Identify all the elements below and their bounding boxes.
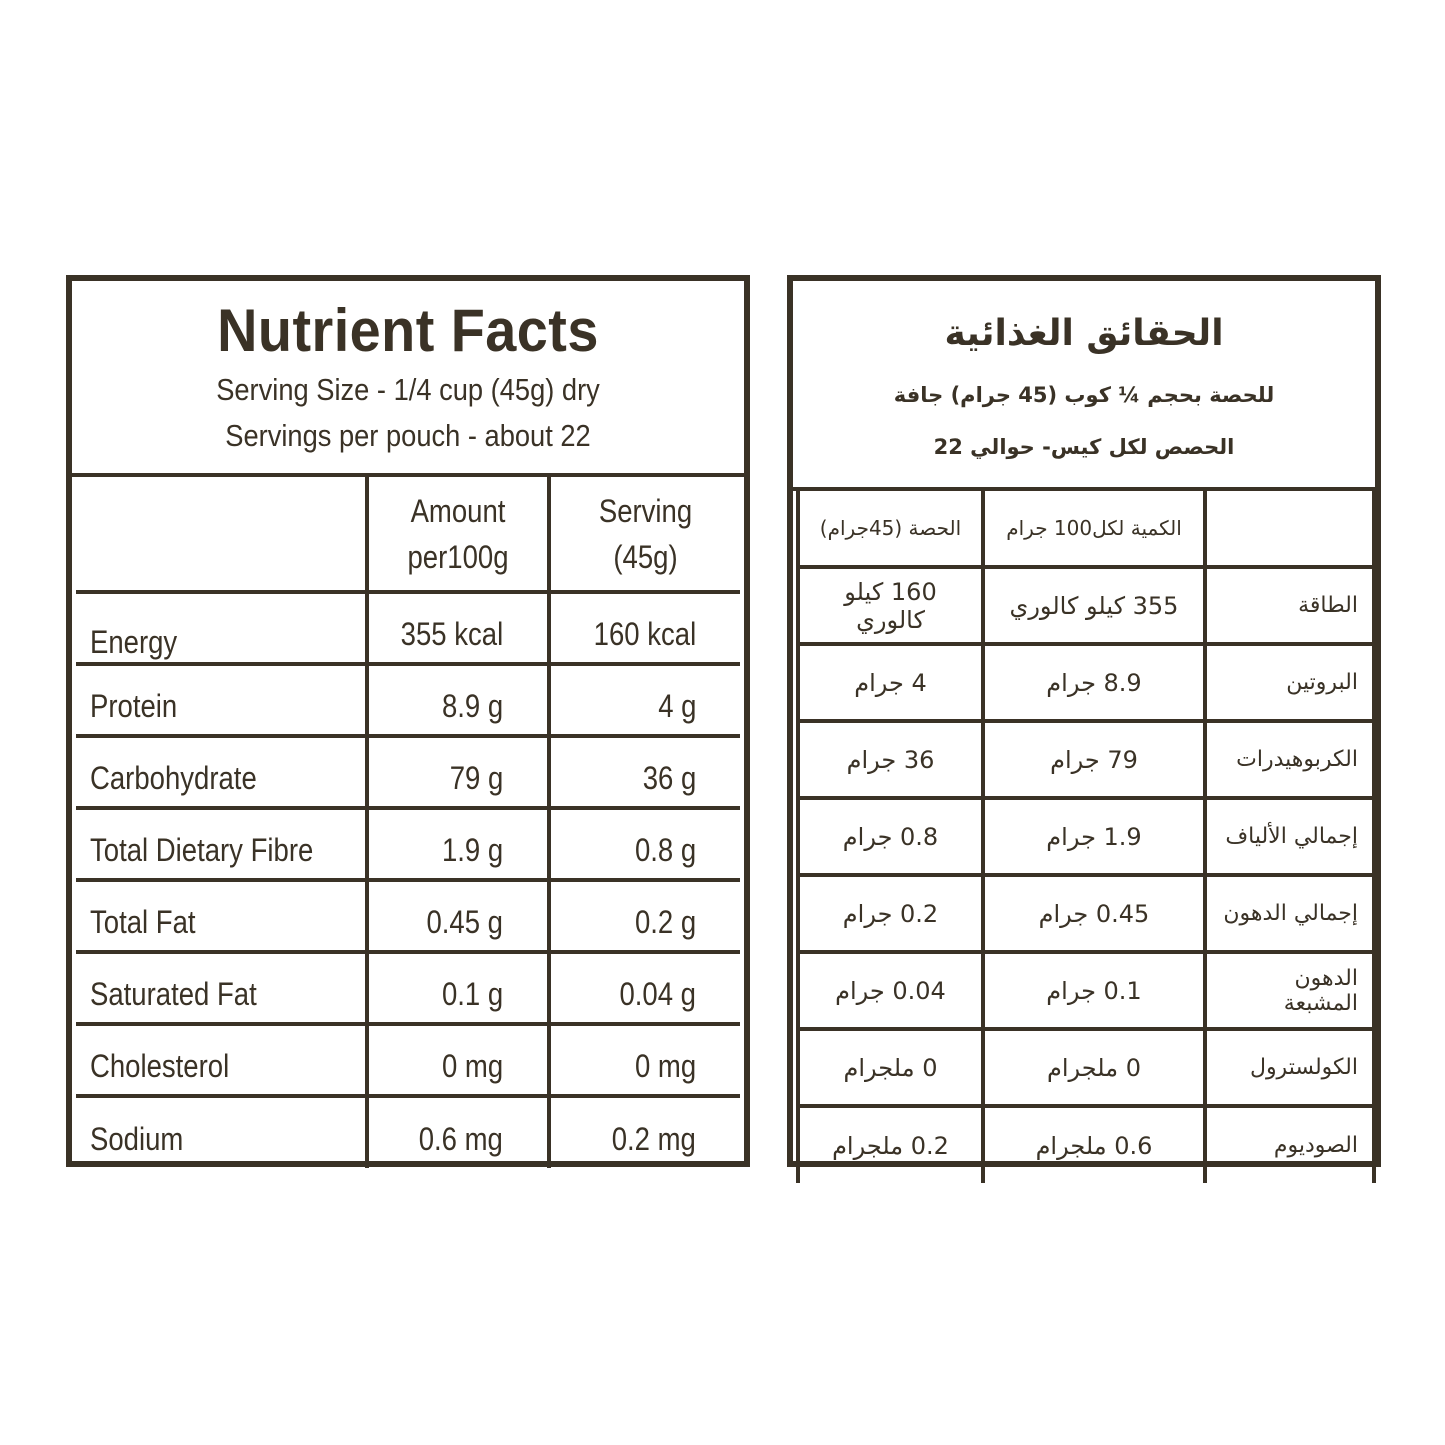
nutrient-name-text: Energy — [90, 623, 178, 660]
table-row — [798, 644, 1374, 721]
arabic-serving-size: للحصة بحجم ¼ كوب (45 جرام) جافة — [893, 383, 1275, 407]
nutrient-per100 — [367, 592, 549, 664]
nutrient-serving-text: 0.04 g — [619, 975, 696, 1012]
nutrient-name — [76, 1024, 367, 1096]
nutrient-serving-text: 0.8 g — [634, 831, 696, 868]
table-row — [798, 567, 1374, 644]
english-col-per100 — [367, 477, 549, 592]
nutrient-per100-text: 0 mg — [441, 1047, 503, 1084]
arabic-nutrient-serving: 0 ملجرام — [798, 1029, 983, 1106]
arabic-servings-per-pouch: الحصص لكل كيس- حوالي 22 — [933, 435, 1235, 459]
nutrient-serving — [549, 880, 740, 952]
english-col-serving-line2: (45g) — [613, 538, 678, 575]
english-empty-header-cell — [76, 477, 367, 592]
nutrient-name — [76, 736, 367, 808]
nutrient-serving — [549, 1024, 740, 1096]
table-row — [76, 952, 740, 1024]
nutrient-per100 — [367, 952, 549, 1024]
arabic-table-header-row — [798, 491, 1374, 567]
nutrient-per100-text: 79 g — [449, 759, 503, 796]
nutrient-name — [76, 952, 367, 1024]
english-servings-per-pouch: Servings per pouch - about 22 — [225, 418, 591, 453]
nutrient-per100 — [367, 1096, 549, 1168]
arabic-nutrient-name: الكولسترول — [1205, 1029, 1374, 1106]
table-row — [76, 880, 740, 952]
english-title: Nutrient Facts — [217, 297, 599, 364]
arabic-nutrient-per100: 355 كيلو كالوري — [983, 567, 1205, 644]
nutrient-name — [76, 664, 367, 736]
arabic-nutrient-name: إجمالي الدهون — [1205, 875, 1374, 952]
nutrient-name-text: Cholesterol — [90, 1047, 230, 1084]
nutrient-per100-text: 0.1 g — [441, 975, 503, 1012]
arabic-nutrient-serving: 4 جرام — [798, 644, 983, 721]
nutrient-per100 — [367, 808, 549, 880]
arabic-nutrient-name: الطاقة — [1205, 567, 1374, 644]
arabic-nutrient-per100: 0.6 ملجرام — [983, 1106, 1205, 1183]
nutrient-name-text: Carbohydrate — [90, 759, 257, 796]
english-header — [72, 281, 744, 477]
english-col-serving — [549, 477, 740, 592]
arabic-nutrient-name: إجمالي الألياف — [1205, 798, 1374, 875]
nutrient-per100-text: 0.6 mg — [418, 1120, 503, 1157]
arabic-nutrient-name: الدهون المشبعة — [1205, 952, 1374, 1029]
nutrient-name-text: Total Fat — [90, 903, 196, 940]
table-row — [798, 952, 1374, 1029]
table-row — [798, 798, 1374, 875]
arabic-col-per100: الكمية لكل100 جرام — [983, 491, 1205, 567]
arabic-nutrient-per100: 79 جرام — [983, 721, 1205, 798]
nutrient-per100 — [367, 1024, 549, 1096]
arabic-header — [793, 281, 1375, 491]
nutrient-name — [76, 880, 367, 952]
arabic-nutrient-serving: 160 كيلو كالوري — [798, 567, 983, 644]
arabic-nutrient-serving: 0.04 جرام — [798, 952, 983, 1029]
table-row — [76, 592, 740, 664]
nutrient-serving-text: 0.2 g — [634, 903, 696, 940]
nutrient-name-text: Sodium — [90, 1120, 184, 1157]
table-row — [798, 721, 1374, 798]
arabic-nutrient-serving: 0.2 ملجرام — [798, 1106, 983, 1183]
nutrient-serving — [549, 808, 740, 880]
arabic-nutrient-name: الكربوهيدرات — [1205, 721, 1374, 798]
english-col-serving-line1: Serving — [598, 492, 693, 529]
nutrient-name-text: Saturated Fat — [90, 975, 257, 1012]
arabic-empty-header-cell — [1205, 491, 1374, 567]
nutrient-serving — [549, 952, 740, 1024]
english-table-header-row — [76, 477, 740, 592]
arabic-nutrient-name: الصوديوم — [1205, 1106, 1374, 1183]
table-row — [76, 664, 740, 736]
arabic-nutrient-per100: 0.1 جرام — [983, 952, 1205, 1029]
english-col-per100-line1: Amount — [410, 492, 506, 529]
table-row — [76, 736, 740, 808]
english-nutrient-table — [76, 477, 740, 1168]
arabic-nutrient-table — [796, 491, 1376, 1183]
table-row — [76, 1024, 740, 1096]
arabic-nutrient-serving: 0.2 جرام — [798, 875, 983, 952]
nutrient-per100-text: 355 kcal — [400, 615, 503, 652]
nutrient-name — [76, 592, 367, 664]
nutrient-per100-text: 8.9 g — [441, 687, 503, 724]
nutrient-serving-text: 0.2 mg — [611, 1120, 696, 1157]
arabic-col-serving: الحصة (45جرام) — [798, 491, 983, 567]
arabic-nutrient-per100: 0 ملجرام — [983, 1029, 1205, 1106]
table-row — [798, 1106, 1374, 1183]
nutrient-serving — [549, 664, 740, 736]
arabic-nutrient-per100: 8.9 جرام — [983, 644, 1205, 721]
nutrient-name-text: Total Dietary Fibre — [90, 831, 314, 868]
nutrient-facts-panel-english — [66, 275, 750, 1167]
arabic-nutrient-serving: 0.8 جرام — [798, 798, 983, 875]
nutrient-per100 — [367, 736, 549, 808]
arabic-nutrient-serving: 36 جرام — [798, 721, 983, 798]
table-row — [76, 1096, 740, 1168]
nutrient-per100 — [367, 664, 549, 736]
nutrient-name-text: Protein — [90, 687, 178, 724]
nutrient-serving — [549, 1096, 740, 1168]
english-col-per100-line2: per100g — [407, 538, 509, 575]
nutrient-facts-panel-arabic — [787, 275, 1381, 1167]
nutrient-name — [76, 1096, 367, 1168]
nutrient-serving — [549, 736, 740, 808]
nutrient-name — [76, 808, 367, 880]
nutrient-serving-text: 0 mg — [634, 1047, 696, 1084]
table-row — [76, 808, 740, 880]
nutrient-serving-text: 4 g — [657, 687, 696, 724]
nutrient-serving-text: 36 g — [642, 759, 696, 796]
nutrient-per100-text: 1.9 g — [441, 831, 503, 868]
english-serving-size: Serving Size - 1/4 cup (45g) dry — [216, 372, 600, 407]
nutrient-serving-text: 160 kcal — [593, 615, 696, 652]
nutrient-per100 — [367, 880, 549, 952]
nutrient-serving — [549, 592, 740, 664]
arabic-title: الحقائق الغذائية — [944, 313, 1224, 354]
arabic-nutrient-name: البروتين — [1205, 644, 1374, 721]
arabic-nutrient-per100: 0.45 جرام — [983, 875, 1205, 952]
nutrient-per100-text: 0.45 g — [426, 903, 503, 940]
table-row — [798, 875, 1374, 952]
arabic-nutrient-per100: 1.9 جرام — [983, 798, 1205, 875]
table-row — [798, 1029, 1374, 1106]
